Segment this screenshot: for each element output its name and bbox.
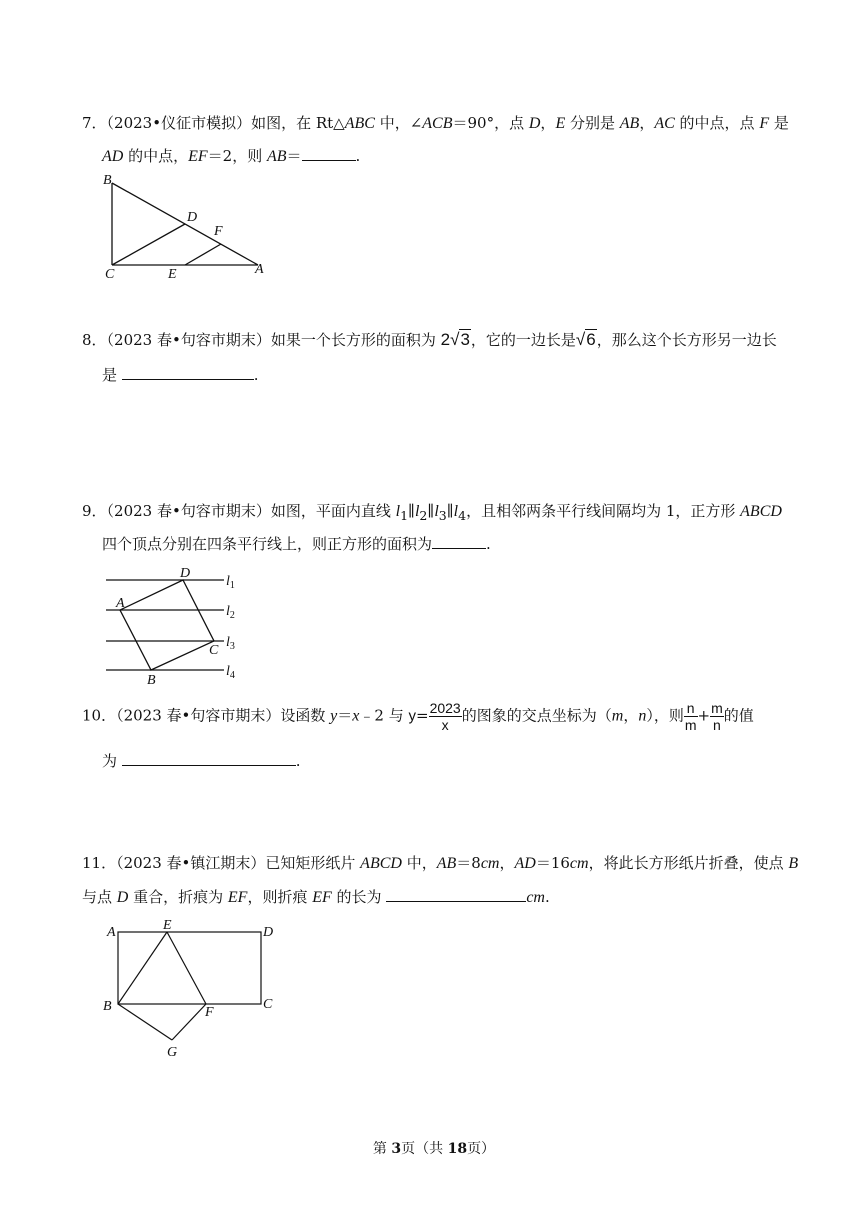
q7-text: ＝ — [286, 147, 302, 165]
q8-radicand: 6 — [586, 330, 596, 349]
q9-number: 9． — [82, 502, 107, 520]
footer-total-pages: 18 — [447, 1141, 468, 1157]
q7-var: ACB — [422, 115, 453, 132]
q11-segment-be — [118, 932, 167, 1004]
q9-source: （2023 春•句容市期末） — [106, 502, 271, 520]
q11-unit: cm — [569, 855, 589, 872]
q11-text: 中， — [401, 854, 437, 872]
q10-numerator: m — [711, 700, 723, 716]
q9-sub: 2 — [419, 508, 428, 523]
q7-text: ＝2，则 — [207, 147, 267, 165]
q8-text: ，那么这个长方形另一边长 — [596, 331, 777, 349]
q8-side-radical: √6 — [575, 330, 596, 349]
q10-numerator: n — [684, 700, 698, 717]
q7-line1 — [82, 112, 789, 133]
q9-parallel: ∥ — [427, 502, 435, 520]
q8-answer-blank[interactable] — [122, 364, 254, 380]
q10-denominator: n — [713, 717, 721, 733]
q9-label-l1: $l_1$ — [226, 574, 235, 591]
q10-answer-blank[interactable] — [122, 750, 296, 766]
q11-text: . — [544, 888, 550, 906]
q11-var: D — [116, 889, 129, 906]
q9-parallel: ∥ — [446, 502, 454, 520]
q7-var: E — [555, 115, 566, 132]
q11-label-g: G — [167, 1045, 178, 1060]
q8-text: ，它的一边长是 — [470, 331, 576, 349]
footer-text: 第 — [372, 1141, 392, 1157]
q9-text: 如图，平面内直线 — [270, 502, 396, 520]
q9-var: l — [453, 503, 459, 520]
q8-coef: 2 — [440, 330, 451, 349]
q7-var: EF — [188, 148, 208, 165]
q10-var: m — [611, 707, 624, 725]
q11-label-a: A — [107, 925, 116, 940]
q10-text: ﹣2 与 — [359, 706, 409, 725]
q7-var: AC — [654, 115, 675, 132]
q7-text: 中，∠ — [374, 114, 423, 132]
q7-segment-ef — [185, 244, 221, 265]
q7-text: . — [355, 147, 361, 165]
q11-unit: cm — [526, 889, 545, 906]
q10-text: = — [416, 706, 429, 725]
q11-text: 与点 — [82, 888, 117, 906]
q11-var: AB — [436, 855, 457, 872]
q10-text: . — [295, 752, 301, 770]
q11-segment-gf — [172, 1004, 206, 1040]
q10-text: ＝ — [337, 706, 353, 725]
q10-plus: + — [697, 706, 711, 725]
q9-figure — [100, 564, 250, 688]
q7-text: 是 — [769, 114, 789, 132]
q10-line1 — [82, 700, 754, 733]
q7-text: ， — [639, 114, 655, 132]
q8-line1 — [82, 329, 777, 350]
q7-number: 7． — [82, 114, 107, 132]
q7-var: AB — [266, 148, 287, 165]
q11-segment-bg — [118, 1004, 172, 1040]
q9-sub: 1 — [400, 508, 409, 523]
q11-text: ，则折痕 — [247, 888, 313, 906]
q7-text: 的中点，点 — [674, 114, 760, 132]
q9-label-l3: $l_3$ — [226, 635, 235, 652]
q10-numerator: 2023 — [429, 700, 461, 716]
q11-line2 — [82, 886, 550, 907]
q10-number: 10． — [82, 706, 117, 725]
q8-text: 是 — [102, 366, 122, 384]
q11-figure — [100, 918, 290, 1066]
q11-text: ，将此长方形纸片折叠，使点 — [588, 854, 789, 872]
q11-text: 已知矩形纸片 — [265, 854, 361, 872]
q7-label-e: E — [168, 267, 177, 282]
q11-text: 重合，折痕为 — [128, 888, 228, 906]
q9-text: . — [486, 535, 491, 553]
q10-fraction-n-over-m — [684, 700, 698, 733]
q10-text: ），则 — [646, 706, 684, 725]
q7-segment-cd — [112, 224, 185, 265]
q7-figure — [100, 168, 275, 283]
footer-text: 页） — [467, 1141, 496, 1157]
q9-var: l — [395, 503, 401, 520]
q7-line2 — [102, 145, 360, 166]
q7-text: 的中点， — [123, 147, 189, 165]
q11-label-d: D — [263, 925, 274, 940]
q8-source: （2023 春•句容市期末） — [106, 331, 271, 349]
q7-var: D — [528, 115, 541, 132]
q7-label-c: C — [105, 267, 115, 282]
q9-answer-blank[interactable] — [432, 533, 486, 549]
q11-text: ， — [499, 854, 515, 872]
q9-label-d: D — [180, 566, 191, 581]
q9-var: ABCD — [740, 503, 782, 520]
q10-text: 的图象的交点坐标为（ — [461, 706, 612, 725]
q10-text: 的值 — [723, 706, 754, 725]
q7-text: 如图，在 Rt△ — [251, 114, 345, 132]
q8-line2 — [102, 364, 259, 385]
q7-var: ABC — [344, 115, 375, 132]
q7-text: ， — [540, 114, 556, 132]
q10-var: y — [408, 707, 416, 725]
q7-source: （2023•仪征市模拟） — [106, 114, 252, 132]
q9-sub: 3 — [438, 508, 447, 523]
q10-denominator: x — [441, 717, 449, 733]
q11-segment-ef — [167, 932, 206, 1004]
q9-text: ，且相邻两条平行线间隔均为 1，正方形 — [466, 502, 741, 520]
q10-line2 — [102, 750, 301, 771]
q11-rectangle-abcd — [118, 932, 261, 1004]
q9-parallel: ∥ — [408, 502, 415, 520]
q10-source: （2023 春•句容市期末） — [116, 706, 281, 725]
q11-text: ＝16 — [535, 854, 570, 872]
q11-answer-blank[interactable] — [386, 886, 526, 902]
q7-label-d: D — [187, 210, 198, 225]
q9-var: l — [414, 503, 420, 520]
q11-var: EF — [227, 889, 248, 906]
q11-unit: cm — [480, 855, 500, 872]
q10-var: n — [638, 707, 647, 725]
q11-var: B — [788, 855, 799, 872]
q9-label-l2: $l_2$ — [226, 604, 235, 621]
q9-label-b: B — [147, 673, 156, 688]
q11-label-f: F — [205, 1005, 214, 1020]
q7-answer-blank[interactable] — [302, 145, 356, 161]
q7-var: AB — [619, 115, 640, 132]
q9-line1 — [82, 500, 782, 523]
q10-var: y — [330, 707, 338, 725]
q11-label-c: C — [263, 997, 273, 1012]
q9-square-abcd — [120, 580, 214, 670]
q11-line1 — [82, 852, 798, 873]
q11-text: ＝8 — [456, 854, 481, 872]
q8-text: . — [253, 366, 259, 384]
q10-var: x — [352, 707, 360, 725]
q9-var: l — [434, 503, 439, 520]
q8-text: 如果一个长方形的面积为 — [270, 331, 441, 349]
q7-text: 分别是 — [565, 114, 620, 132]
q9-label-l4: $l_4$ — [226, 664, 235, 681]
q9-line2 — [102, 533, 491, 554]
q9-sub: 4 — [458, 508, 467, 523]
q10-text: 设函数 — [280, 706, 331, 725]
q10-denominator: m — [684, 717, 697, 733]
footer-text: 页（共 — [401, 1141, 448, 1157]
q11-var: EF — [312, 889, 332, 906]
q8-number: 8． — [82, 331, 107, 349]
q8-area-radical: 2√3 — [440, 330, 470, 349]
q7-text: ＝90°，点 — [452, 114, 529, 132]
q11-var: AD — [514, 855, 536, 872]
q10-text: 为 — [102, 752, 122, 770]
q10-text: ， — [623, 706, 639, 725]
q7-label-b: B — [103, 173, 112, 188]
q8-radicand: 3 — [460, 330, 470, 349]
q11-label-b: B — [103, 999, 112, 1014]
q10-fraction-2023-over-x — [429, 700, 462, 733]
q11-var: ABCD — [360, 855, 402, 872]
q7-var: F — [759, 115, 770, 132]
q7-label-f: F — [214, 224, 223, 239]
q11-text: 的长为 — [331, 888, 387, 906]
q9-label-a: A — [116, 596, 125, 611]
q11-number: 11． — [82, 854, 117, 872]
q11-source: （2023 春•镇江期末） — [116, 854, 266, 872]
q7-var: AD — [102, 148, 124, 165]
footer-page-number: 3 — [391, 1141, 402, 1157]
page-footer — [0, 1138, 868, 1158]
q11-label-e: E — [163, 918, 172, 933]
q9-label-c: C — [209, 643, 219, 658]
q9-text: 四个顶点分别在四条平行线上，则正方形的面积为 — [102, 535, 433, 553]
q7-label-a: A — [255, 262, 264, 277]
q10-fraction-m-over-n — [710, 700, 724, 733]
